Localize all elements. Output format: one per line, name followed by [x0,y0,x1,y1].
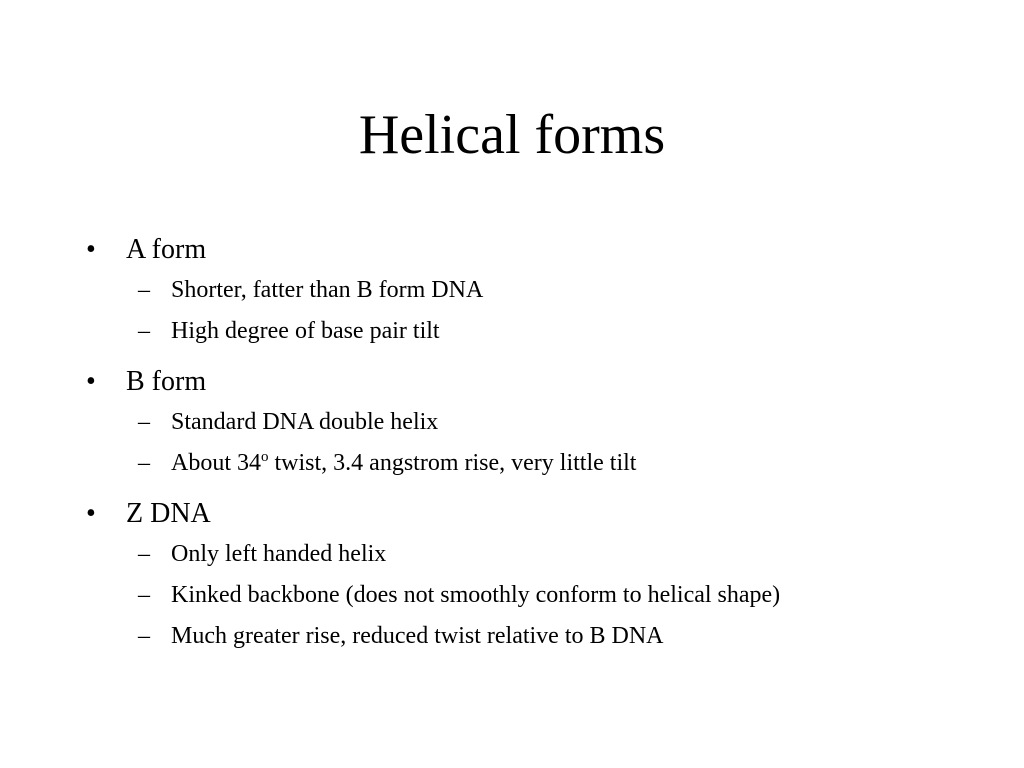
bullet-row [86,230,986,270]
bullet-item-a-form [86,230,986,352]
bullet-row [86,362,986,402]
dash-icon: – [138,318,150,344]
sub-bullet-text: Only left handed helix [171,541,387,567]
sub-bullet-list [86,534,986,657]
sub-bullet-list [86,270,986,352]
sub-bullet-text: Shorter, fatter than B form DNA [171,277,484,303]
degree-superscript: o [261,449,269,465]
sub-bullet-text: Standard DNA double helix [171,409,439,435]
sub-bullet-text-post: twist, 3.4 angstrom rise, very little tilt [268,450,637,476]
bullet-label: B form [126,366,207,397]
sub-bullet-text [171,443,636,484]
sub-bullet-text-pre: About 34 [171,450,261,476]
sub-bullet-item [138,270,986,311]
bullet-list [86,230,986,667]
dash-icon: – [138,582,150,608]
sub-bullet-item [138,575,986,616]
dash-icon: – [138,409,150,435]
sub-bullet-text: High degree of base pair tilt [171,318,440,344]
sub-bullet-item [138,534,986,575]
bullet-item-b-form [86,362,986,484]
sub-bullet-text: Much greater rise, reduced twist relative to B DNA [171,623,664,649]
dash-icon: – [138,277,150,303]
bullet-icon: • [86,366,96,397]
bullet-icon: • [86,498,96,529]
bullet-label: A form [126,234,207,265]
sub-bullet-item [138,616,986,657]
bullet-item-z-dna [86,494,986,657]
dash-icon: – [138,541,150,567]
sub-bullet-item [138,402,986,443]
bullet-label: Z DNA [126,498,211,529]
slide-title: Helical forms [358,104,666,166]
sub-bullet-list [86,402,986,484]
bullet-row [86,494,986,534]
sub-bullet-item [138,443,986,484]
sub-bullet-item [138,311,986,352]
dash-icon: – [138,623,150,649]
sub-bullet-text: Kinked backbone (does not smoothly conform to helical shape) [171,582,781,608]
dash-icon: – [138,450,150,476]
bullet-icon: • [86,234,96,265]
